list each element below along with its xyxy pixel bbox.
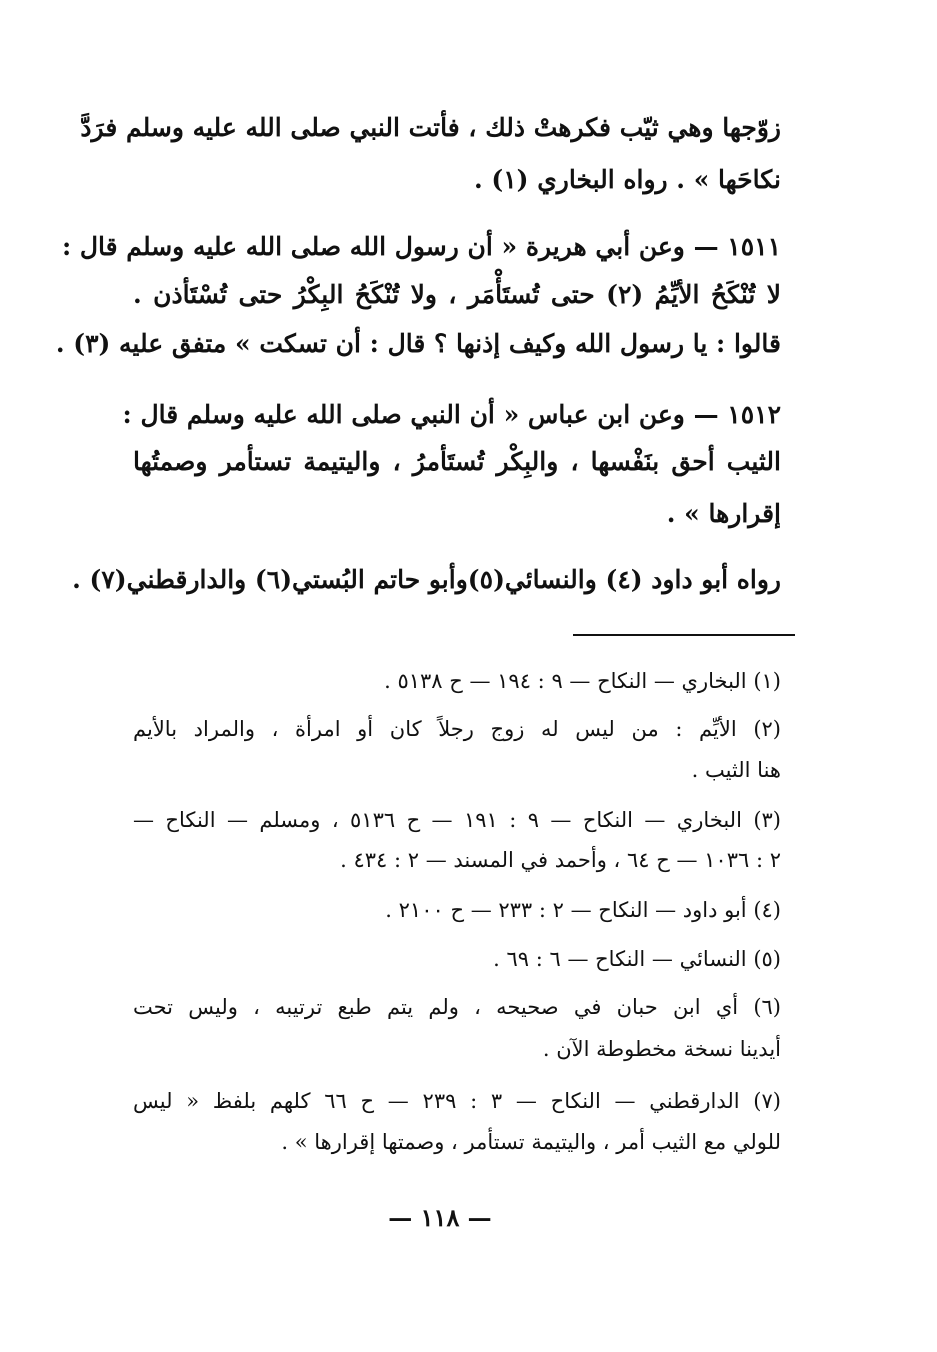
footnote-5: (٥) النسائي — النكاح — ٦ : ٦٩ .: [493, 947, 781, 971]
footnote-6-continued: أيدينا نسخة مخطوطة الآن .: [542, 1037, 781, 1061]
footnote-4: (٤) أبو داود — النكاح — ٢ : ٢٣٣ — ح ٢١٠٠ .: [385, 898, 781, 922]
footnote-2: (٢) الأيِّم : من ليس له زوج رجلاً كان أو امرأة ، والمراد بالأيم: [133, 717, 781, 741]
hadith-1512-line: الثيب أحق بنَفْسها ، والبِكْر تُستَأمرُ ، واليتيمة تستأمر وصمتُها: [133, 447, 781, 476]
hadith-1511-line: قالوا : يا رسول الله وكيف إذنها ؟ قال : أن تسكت » متفق عليه (٣) .: [55, 329, 781, 358]
hadith-1512-line: ١٥١٢ — وعن ابن عباس « أن النبي صلى الله عليه وسلم قال :: [122, 400, 781, 429]
main-text-line: زوّجها وهي ثيّب فكرهتْ ذلك ، فأتت النبي صلى الله عليه وسلم فرَدَّ: [80, 113, 781, 142]
page-number: — ١١٨ —: [388, 1203, 492, 1232]
footnote-6: (٦) أي ابن حبان في صحيحه ، ولم يتم طبع ترتيبه ، وليس تحت: [133, 995, 781, 1019]
footnote-3-continued: ٢ : ١٠٣٦ — ح ٦٤ ، وأحمد في المسند — ٢ : ٤٣٤ .: [340, 848, 781, 872]
footnote-7: (٧) الدارقطني — النكاح — ٣ : ٢٣٩ — ح ٦٦ كلهم بلفظ « ليس: [133, 1089, 781, 1113]
hadith-1511-line: ١٥١١ — وعن أبي هريرة « أن رسول الله صلى الله عليه وسلم قال :: [61, 232, 781, 261]
hadith-1512-line: إقرارها » .: [666, 499, 781, 528]
narrators-line: رواه أبو داود (٤) والنسائي(٥)وأبو حاتم البُستي(٦) والدارقطني(٧) .: [72, 565, 781, 594]
footnote-1: (١) البخاري — النكاح — ٩ : ١٩٤ — ح ٥١٣٨ .: [384, 669, 781, 693]
footnote-3: (٣) البخاري — النكاح — ٩ : ١٩١ — ح ٥١٣٦ ، ومسلم — النكاح —: [133, 808, 781, 832]
hadith-1511-line: لا تُنْكَحُ الأيِّمُ (٢) حتى تُستَأْمَر ، ولا تُنْكَحُ البِكْرُ حتى تُسْتَأذن .: [133, 280, 781, 309]
footnote-separator: [573, 634, 795, 636]
main-text-line: نكاحَها » . رواه البخاري (١) .: [473, 165, 781, 194]
footnote-2-continued: هنا الثيب .: [691, 758, 781, 782]
footnote-7-continued: للولي مع الثيب أمر ، واليتيمة تستأمر ، وصمتها إقرارها » .: [281, 1130, 781, 1154]
